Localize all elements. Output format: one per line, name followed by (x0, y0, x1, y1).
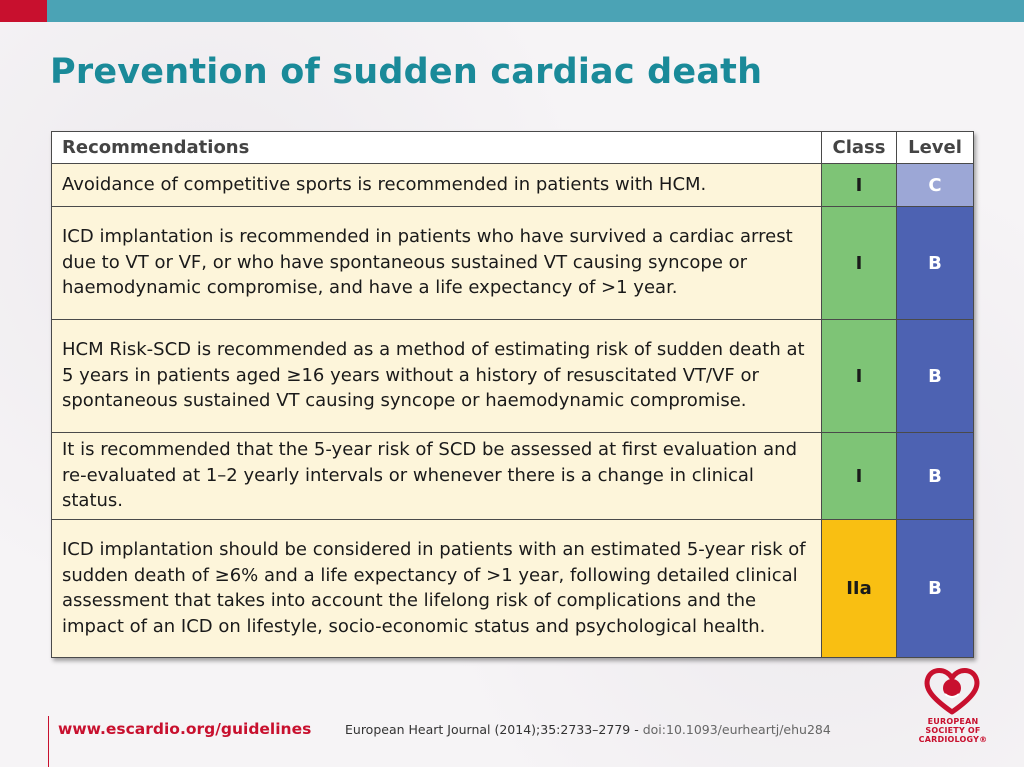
top-accent-bar-red (0, 0, 47, 22)
esc-logo-text (908, 717, 998, 744)
class-cell: I (822, 320, 897, 433)
recommendations-table (51, 131, 974, 658)
level-cell: B (897, 520, 974, 658)
journal-reference: European Heart Journal (2014);35:2733–2779 - (345, 722, 639, 737)
recommendation-text: It is recommended that the 5-year risk of SCD be assessed at first evaluation and re-evaluated at 1–2 yearly intervals or whenever there is a change in clinical status. (52, 433, 822, 520)
recommendation-text: Avoidance of competitive sports is recommended in patients with HCM. (52, 164, 822, 207)
class-cell: I (822, 207, 897, 320)
table-row (52, 433, 974, 520)
top-accent-bar-teal (47, 0, 1024, 22)
level-cell: B (897, 433, 974, 520)
recommendation-text: HCM Risk-SCD is recommended as a method of estimating risk of sudden death at 5 years in patients aged ≥16 years without a history of resuscitated VT/VF or spontaneous sustained VT causing syncope or haemodynamic compromise. (52, 320, 822, 433)
doi-reference: doi:10.1093/eurheartj/ehu284 (642, 722, 831, 737)
logo-line-1: EUROPEAN (927, 717, 979, 726)
table-row (52, 320, 974, 433)
logo-line-3: CARDIOLOGY® (918, 735, 988, 744)
guidelines-link[interactable]: www.escardio.org/guidelines (58, 720, 312, 738)
class-cell: I (822, 433, 897, 520)
table-row (52, 207, 974, 320)
logo-line-2: SOCIETY OF (925, 726, 981, 735)
journal-citation (345, 722, 831, 737)
header-class: Class (822, 132, 897, 164)
footer-divider (48, 716, 49, 767)
header-recommendations: Recommendations (52, 132, 822, 164)
recommendation-text: ICD implantation is recommended in patients who have survived a cardiac arrest due to VT or VF, or who have spontaneous sustained VT causing syncope or haemodynamic compromise, and have a life expectancy of >1 year. (52, 207, 822, 320)
level-cell: B (897, 320, 974, 433)
class-cell: IIa (822, 520, 897, 658)
table-row (52, 164, 974, 207)
level-cell: C (897, 164, 974, 207)
class-cell: I (822, 164, 897, 207)
level-cell: B (897, 207, 974, 320)
header-level: Level (897, 132, 974, 164)
table-header-row (52, 132, 974, 164)
table-row (52, 520, 974, 658)
slide-title: Prevention of sudden cardiac death (50, 52, 763, 92)
recommendation-text: ICD implantation should be considered in patients with an estimated 5-year risk of sudden death of ≥6% and a life expectancy of >1 year, following detailed clinical assessment that takes into account the lifelong risk of complications and the impact of an ICD on lifestyle, socio-economic status and psychological health. (52, 520, 822, 658)
